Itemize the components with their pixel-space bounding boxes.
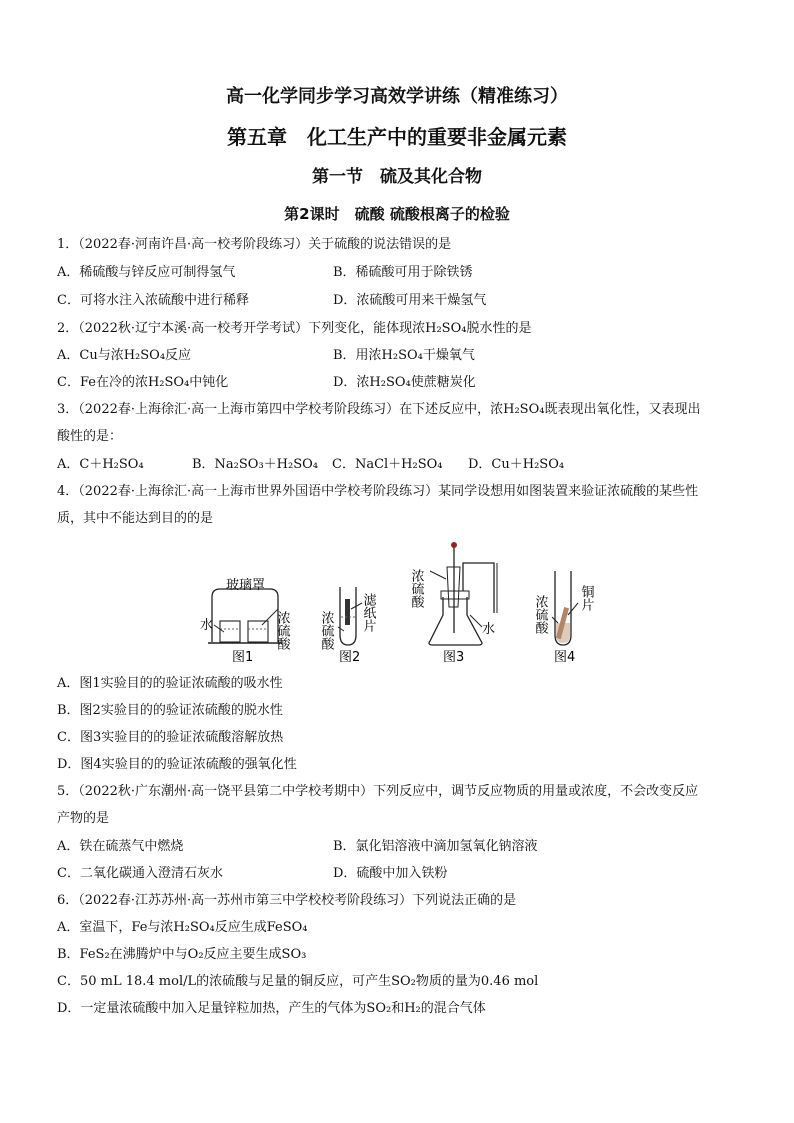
q3-option-b[interactable]: B．Na₂SO₃＋H₂SO₄ (192, 457, 318, 472)
q4-option-b[interactable]: B．图2实验目的的验证浓硫酸的脱水性 (57, 703, 283, 718)
q6-stem: 6．（2022春·江苏苏州·高一苏州市第三中学校校考阶段练习）下列说法正确的是 (57, 893, 517, 908)
q2-stem: 2．（2022秋·辽宁本溪·高一校考开学考试）下列变化，能体现浓H₂SO₄脱水性的是 (57, 321, 532, 336)
q6-option-d[interactable]: D．一定量浓硫酸中加入足量锌粒加热，产生的气体为SO₂和H₂的混合气体 (57, 1001, 486, 1016)
q4-option-d[interactable]: D．图4实验目的的验证浓硫酸的强氧化性 (57, 757, 297, 772)
q1-stem: 1．（2022春·河南许昌·高一校考阶段练习）关于硫酸的说法错误的是 (57, 237, 452, 252)
q4-stem-line2: 质，其中不能达到目的的是 (57, 511, 214, 526)
label-acid-fig2: 浓硫酸 (318, 611, 334, 650)
q5-option-c[interactable]: C．二氧化碳通入澄清石灰水 (57, 866, 223, 881)
q1-option-d[interactable]: D．浓硫酸可用来干燥氢气 (333, 293, 487, 308)
q6-option-b[interactable]: B．FeS₂在沸腾炉中与O₂反应主要生成SO₃ (57, 947, 307, 962)
label-acid-fig1: 浓硫酸 (274, 611, 290, 650)
label-copper-piece: 铜片 (578, 585, 594, 611)
label-acid-fig3: 浓硫酸 (408, 569, 424, 608)
q3-option-d[interactable]: D．Cu＋H₂SO₄ (468, 457, 565, 472)
label-water-fig3: 水 (482, 622, 496, 637)
label-filter-paper: 滤纸片 (360, 593, 376, 632)
q4-option-c[interactable]: C．图3实验目的的验证浓硫酸溶解放热 (57, 730, 284, 745)
section-title: 第一节 硫及其化合物 (312, 167, 482, 187)
figure-2-test-tube (338, 587, 362, 645)
figure-1-glass-cover (208, 589, 282, 643)
q5-option-a[interactable]: A．铁在硫蒸气中燃烧 (57, 839, 184, 854)
q5-option-b[interactable]: B．氯化铝溶液中滴加氢氧化钠溶液 (333, 839, 538, 854)
q5-stem-line1: 5．（2022秋·广东潮州·高一饶平县第二中学校考期中）下列反应中，调节反应物质的用量或浓度，不会改变反应 (57, 784, 699, 799)
q2-option-a[interactable]: A．Cu与浓H₂SO₄反应 (57, 348, 192, 363)
q1-option-b[interactable]: B．稀硫酸可用于除铁锈 (333, 265, 473, 280)
q3-stem-line1: 3．（2022春·上海徐汇·高一上海市第四中学校考阶段练习）在下述反应中，浓H₂SO₄既表现出氧化性，又表现出 (57, 402, 701, 417)
q6-option-c[interactable]: C．50 mL 18.4 mol/L的浓硫酸与足量的铜反应，可产生SO₂物质的量为0.46 mol (57, 974, 539, 989)
figure-2-label: 图2 (339, 650, 361, 665)
q4-option-a[interactable]: A．图1实验目的的验证浓硫酸的吸水性 (57, 676, 283, 691)
apparatus-figure (200, 537, 600, 665)
label-glass-cover: 玻璃罩 (226, 578, 266, 593)
q1-option-a[interactable]: A．稀硫酸与锌反应可制得氢气 (57, 265, 236, 280)
q3-stem-line2: 酸性的是： (57, 429, 123, 444)
q2-option-d[interactable]: D．浓H₂SO₄使蔗糖炭化 (333, 375, 476, 390)
chapter-title: 第五章 化工生产中的重要非金属元素 (227, 125, 567, 149)
figure-4-test-tube (552, 571, 578, 645)
figure-4-label: 图4 (554, 650, 576, 665)
q3-option-a[interactable]: A．C＋H₂SO₄ (57, 457, 144, 472)
document-title: 高一化学同步学习高效学讲练（精准练习） (226, 86, 568, 107)
q2-option-c[interactable]: C．Fe在冷的浓H₂SO₄中钝化 (57, 375, 229, 390)
q4-stem-line1: 4．（2022春·上海徐汇·高一上海市世界外国语中学校考阶段练习）某同学设想用如图装置来验证浓硫酸的某些性 (57, 484, 699, 499)
figure-3-label: 图3 (443, 650, 465, 665)
q5-option-d[interactable]: D．硫酸中加入铁粉 (333, 866, 448, 881)
q6-option-a[interactable]: A．室温下，Fe与浓H₂SO₄反应生成FeSO₄ (57, 920, 308, 935)
figure-1-label: 图1 (232, 650, 254, 665)
q3-option-c[interactable]: C．NaCl＋H₂SO₄ (332, 457, 443, 472)
label-water-fig1: 水 (200, 618, 214, 633)
q5-stem-line2: 产物的是 (57, 811, 110, 826)
q1-option-c[interactable]: C．可将水注入浓硫酸中进行稀释 (57, 293, 249, 308)
lesson-title: 第2课时 硫酸 硫酸根离子的检验 (284, 205, 510, 223)
label-acid-fig4: 浓硫酸 (532, 595, 548, 634)
q2-option-b[interactable]: B．用浓H₂SO₄干燥氧气 (333, 348, 475, 363)
